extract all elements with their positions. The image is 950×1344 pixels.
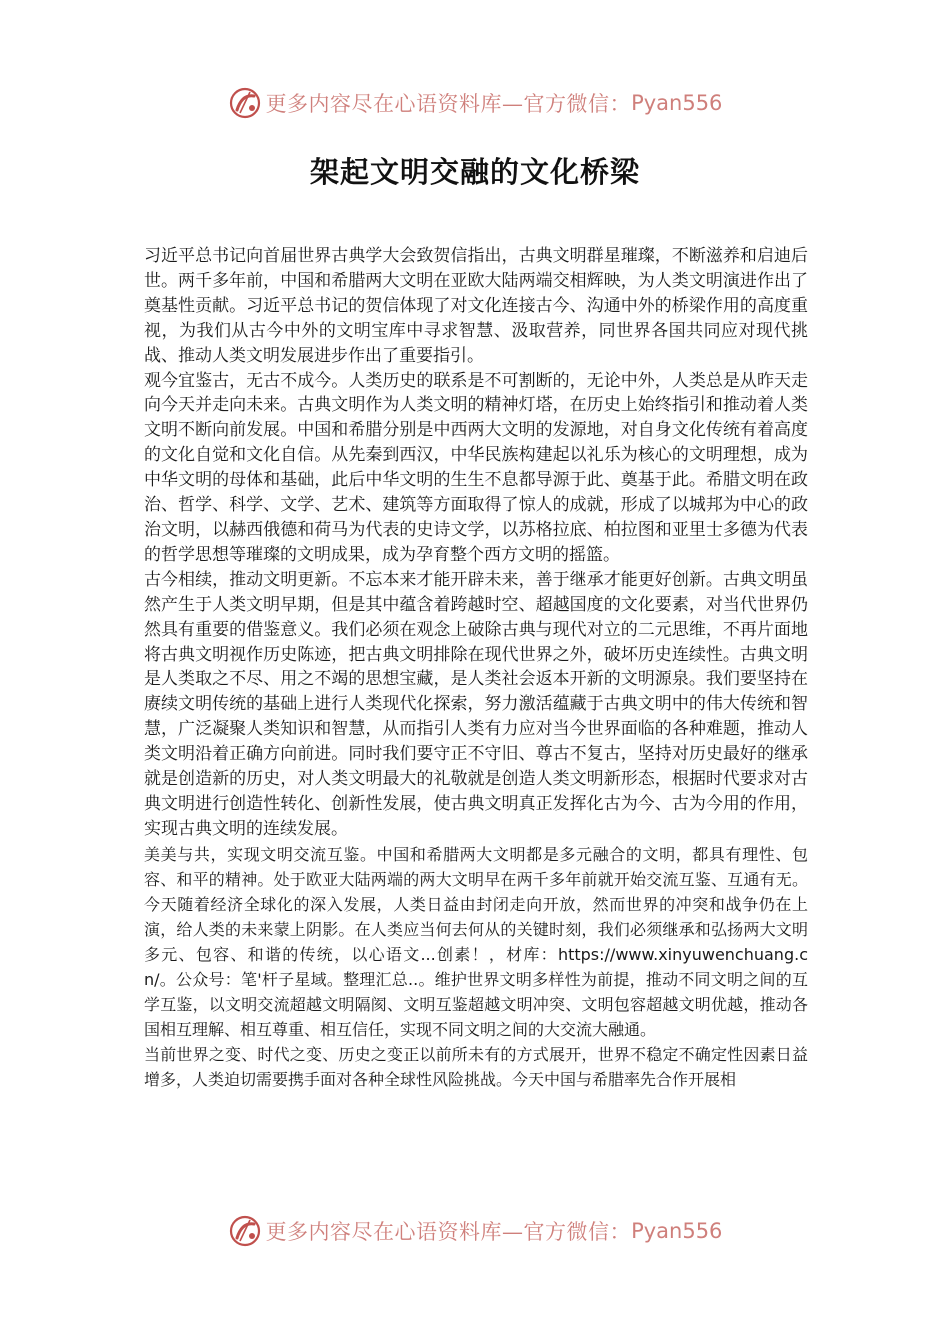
paragraph: 古今相续，推动文明更新。不忘本来才能开辟未来，善于继承才能更好创新。古典文明虽然产生于人类文明早期，但是其中蕴含着跨越时空、超越国度的文化要素，对当代世界仍然具有重要的借鉴意义。我们必须在观念上破除古典与现代对立的二元思维，不再片面地将古典文明视作历史陈迹，把古典文明排除在现代世界之外，破坏历史连续性。古典文明是人类取之不尽、用之不竭的思想宝藏，是人类社会返本开新的文明源泉。我们要坚持在赓续文明传统的基础上进行人类现代化探索，努力激活蕴藏于古典文明中的伟大传统和智慧，广泛凝聚人类知识和智慧，从而指引人类有力应对当今世界面临的各种难题，推动人类文明沿着正确方向前进。同时我们要守正不守旧、尊古不复古，坚持对历史最好的继承就是创造新的历史，对人类文明最大的礼敬就是创造人类文明新形态，根据时代要求对古典文明进行创造性转化、创新性发展，使古典文明真正发挥化古为今、古为今用的作用，实现古典文明的连续发展。	[144, 569, 808, 839]
document-title: 架起文明交融的文化桥梁	[309, 155, 640, 189]
watermark-banner-top	[0, 83, 950, 123]
watermark-text: 更多内容尽在心语资料库—官方微信：	[265, 1220, 632, 1244]
watermark-wechat-id: Pyan556	[631, 1219, 723, 1243]
paragraph: 观今宜鉴古，无古不成今。人类历史的联系是不可割断的，无论中外，人类总是从昨天走向今天并走向未来。古典文明作为人类文明的精神灯塔，在历史上始终指引和推动着人类文明不断向前发展。中国和希腊分别是中西两大文明的发源地，对自身文化传统有着高度的文化自觉和文化自信。从先秦到西汉，中华民族构建起以礼乐为核心的文明理想，成为中华文明的母体和基础，此后中华文明的生生不息都导源于此、奠基于此。希腊文明在政治、哲学、科学、文学、艺术、建筑等方面取得了惊人的成就，形成了以城邦为中心的政治文明，以赫西俄德和荷马为代表的史诗文学，以苏格拉底、柏拉图和亚里士多德为代表的哲学思想等璀璨的文明成果，成为孕育整个西方文明的摇篮。	[144, 370, 808, 565]
document-body	[144, 244, 808, 1092]
paragraph: 美美与共，实现文明交流互鉴。中国和希腊两大文明都是多元融合的文明，都具有理性、包容、和平的精神。处于欧亚大陆两端的两大文明早在两千多年前就开始交流互鉴、互通有无。今天随着经济全球化的深入发展，人类日益由封闭走向开放，然而世界的冲突和战争仍在上演，给人类的未来蒙上阴影。在人类应当何去何从的关键时刻，我们必须继承和弘扬两大文明多元、包容、和谐的传统，以心语文...创素！，材库：https://www.xinyuwenchuang.cn/。公众号：笔'杆子星域。整理汇总..。维护世界文明多样性为前提，推动不同文明之间的互学互鉴，以文明交流超越文明隔阂、文明互鉴超越文明冲突、文明包容超越文明优越，推动各国相互理解、相互尊重、相互信任，实现不同文明之间的大交流大融通。	[144, 844, 808, 1039]
watermark-wechat-id: Pyan556	[631, 91, 723, 115]
watermark-banner-bottom	[0, 1211, 950, 1251]
watermark-text: 更多内容尽在心语资料库—官方微信：	[265, 92, 632, 116]
paragraph: 当前世界之变、时代之变、历史之变正以前所未有的方式展开，世界不稳定不确定性因素日益增多，人类迫切需要携手面对各种全球性风险挑战。今天中国与希腊率先合作开展相	[144, 1044, 808, 1089]
logo-seal-icon	[228, 86, 262, 120]
paragraph: 习近平总书记向首届世界古典学大会致贺信指出，古典文明群星璀璨，不断滋养和启迪后世。两千多年前，中国和希腊两大文明在亚欧大陆两端交相辉映，为人类文明演进作出了奠基性贡献。习近平总书记的贺信体现了对文化连接古今、沟通中外的桥梁作用的高度重视，为我们从古今中外的文明宝库中寻求智慧、汲取营养，同世界各国共同应对现代挑战、推动人类文明发展进步作出了重要指引。	[144, 246, 808, 366]
logo-seal-icon	[228, 1214, 262, 1248]
